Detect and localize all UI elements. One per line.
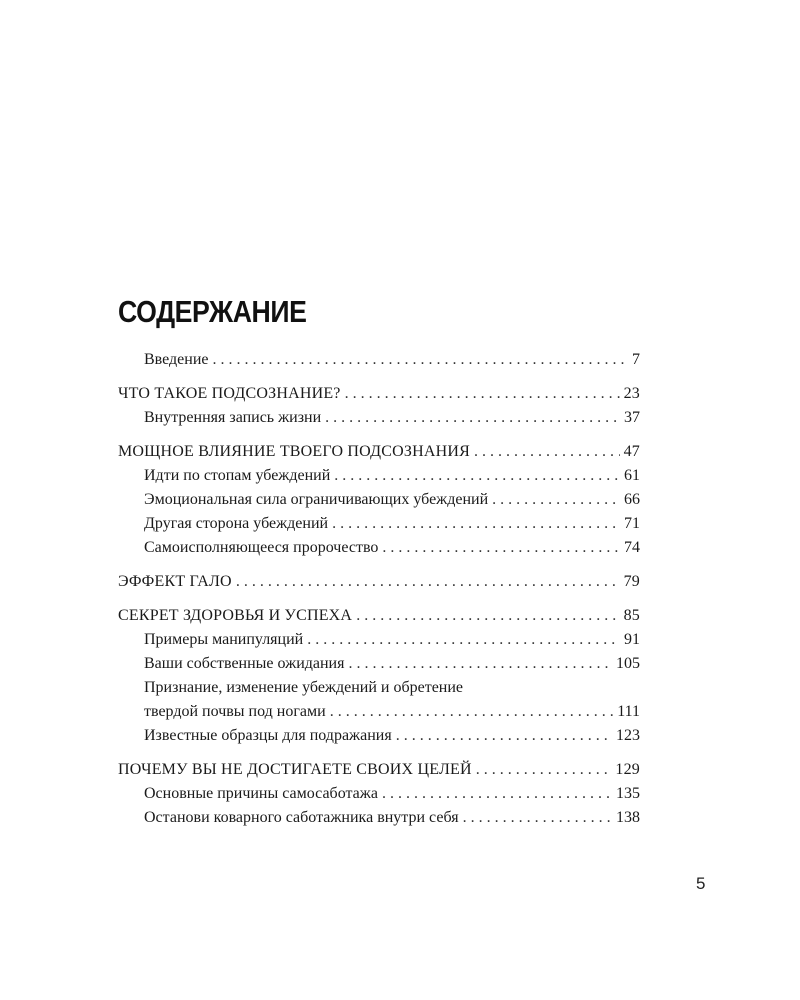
toc-entry-title: Эмоциональная сила ограничивающих убеждений <box>144 491 489 508</box>
toc-chapter-page: 23 <box>623 385 640 402</box>
dot-leader <box>307 628 620 652</box>
dot-leader <box>463 806 612 830</box>
toc-entry-page: 135 <box>616 785 640 802</box>
toc-chapter[interactable] <box>118 440 640 464</box>
dot-leader <box>382 782 612 806</box>
dot-leader <box>492 488 620 512</box>
toc-entry-page: 61 <box>624 467 640 484</box>
toc-chapter-page: 79 <box>623 573 640 590</box>
toc-entry-title: Самоисполняющееся пророчество <box>144 539 379 556</box>
toc-chapter[interactable] <box>118 382 640 406</box>
dot-leader <box>332 512 620 536</box>
table-of-contents <box>118 348 640 830</box>
dot-leader <box>476 758 612 782</box>
dot-leader <box>213 348 629 372</box>
toc-chapter-page: 85 <box>623 607 640 624</box>
toc-entry-page: 123 <box>616 727 640 744</box>
toc-entry-title: Примеры манипуляций <box>144 631 304 648</box>
toc-chapter[interactable] <box>118 570 640 594</box>
toc-entry-title-line1: Признание, изменение убеждений и обретение <box>144 679 464 696</box>
toc-chapter-title: ЭФФЕКТ ГАЛО <box>118 573 232 590</box>
dot-leader <box>396 724 612 748</box>
toc-entry[interactable] <box>118 488 640 512</box>
toc-entry-title-line2: твердой почвы под ногами <box>144 703 326 720</box>
page-number: 5 <box>696 874 706 893</box>
toc-chapter[interactable] <box>118 604 640 628</box>
toc-entry[interactable] <box>118 628 640 652</box>
toc-entry-title: Внутренняя запись жизни <box>144 409 322 426</box>
dot-leader <box>325 406 620 430</box>
toc-entry-title: Основные причины самосаботажа <box>144 785 378 802</box>
toc-entry-page: 7 <box>632 351 640 368</box>
toc-entry-page: 91 <box>624 631 640 648</box>
dot-leader <box>334 464 620 488</box>
toc-entry-page: 74 <box>624 539 640 556</box>
toc-chapter-title: ПОЧЕМУ ВЫ НЕ ДОСТИГАЕТЕ СВОИХ ЦЕЛЕЙ <box>118 761 472 778</box>
toc-entry[interactable] <box>118 782 640 806</box>
toc-entry[interactable] <box>118 406 640 430</box>
dot-leader <box>348 652 612 676</box>
toc-entry-title: Останови коварного саботажника внутри себя <box>144 809 459 826</box>
toc-chapter-title: МОЩНОЕ ВЛИЯНИЕ ТВОЕГО ПОДСОЗНАНИЯ <box>118 443 470 460</box>
dot-leader <box>345 382 620 406</box>
toc-chapter-page: 129 <box>615 761 640 778</box>
toc-chapter-page: 47 <box>623 443 640 460</box>
toc-entry-title: Ваши собственные ожидания <box>144 655 345 672</box>
toc-entry[interactable] <box>118 536 640 560</box>
toc-entry-title: Введение <box>144 351 209 368</box>
toc-entry-page: 111 <box>617 703 640 720</box>
toc-entry-multiline[interactable] <box>118 676 640 724</box>
toc-entry[interactable] <box>118 724 640 748</box>
toc-entry[interactable] <box>118 512 640 536</box>
toc-entry-page: 71 <box>624 515 640 532</box>
toc-chapter-title: ЧТО ТАКОЕ ПОДСОЗНАНИЕ? <box>118 385 341 402</box>
dot-leader <box>330 700 613 724</box>
toc-entry[interactable] <box>118 348 640 372</box>
toc-entry[interactable] <box>118 464 640 488</box>
dot-leader <box>236 570 620 594</box>
toc-chapter[interactable] <box>118 758 640 782</box>
dot-leader <box>474 440 620 464</box>
toc-entry-title: Идти по стопам убеждений <box>144 467 331 484</box>
toc-entry-page: 66 <box>624 491 640 508</box>
toc-entry-title: Другая сторона убеждений <box>144 515 329 532</box>
toc-entry[interactable] <box>118 652 640 676</box>
toc-entry-title: Известные образцы для подражания <box>144 727 392 744</box>
dot-leader <box>356 604 619 628</box>
toc-entry-page: 37 <box>624 409 640 426</box>
toc-entry[interactable] <box>118 806 640 830</box>
dot-leader <box>382 536 620 560</box>
toc-heading: СОДЕРЖАНИЕ <box>118 294 307 329</box>
toc-entry-page: 138 <box>616 809 640 826</box>
toc-chapter-title: СЕКРЕТ ЗДОРОВЬЯ И УСПЕХА <box>118 607 353 624</box>
toc-entry-page: 105 <box>616 655 640 672</box>
